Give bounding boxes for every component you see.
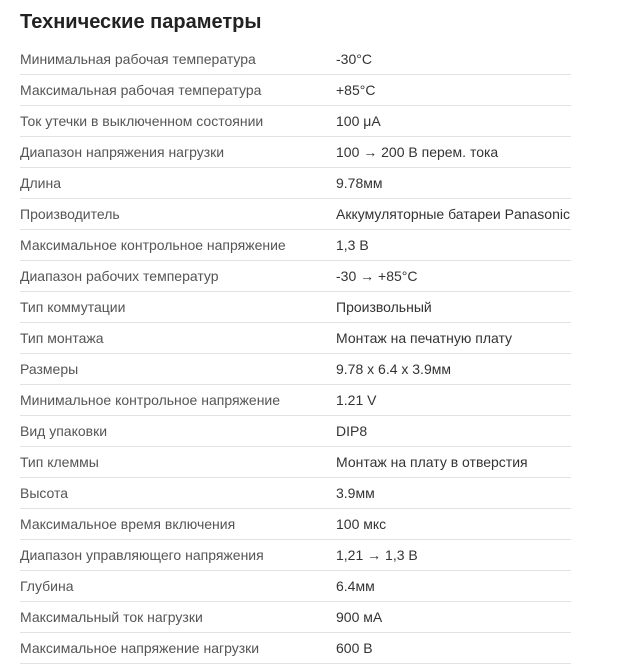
spec-value: DIP8 xyxy=(336,416,571,447)
spec-value: 9.78 x 6.4 x 3.9мм xyxy=(336,354,571,385)
spec-value: 9.78мм xyxy=(336,168,571,199)
spec-value: Аккумуляторные батареи Panasonic xyxy=(336,199,571,230)
spec-value: 1,21 → 1,3 В xyxy=(336,540,571,571)
spec-value: -30°C xyxy=(336,44,571,75)
spec-value: +85°C xyxy=(336,75,571,106)
spec-row xyxy=(20,540,571,571)
spec-name: Минимальное контрольное напряжение xyxy=(20,385,336,416)
spec-row xyxy=(20,230,571,261)
spec-name: Максимальный ток нагрузки xyxy=(20,602,336,633)
spec-row xyxy=(20,633,571,664)
spec-name: Максимальное время включения xyxy=(20,509,336,540)
spec-row xyxy=(20,168,571,199)
spec-row xyxy=(20,106,571,137)
spec-row xyxy=(20,478,571,509)
spec-row xyxy=(20,44,571,75)
spec-name: Максимальное напряжение нагрузки xyxy=(20,633,336,664)
spec-row xyxy=(20,602,571,633)
spec-row xyxy=(20,199,571,230)
spec-value: 100 → 200 В перем. тока xyxy=(336,137,571,168)
spec-value: -30 → +85°C xyxy=(336,261,571,292)
spec-value: 1,3 В xyxy=(336,230,571,261)
spec-row xyxy=(20,323,571,354)
spec-name: Высота xyxy=(20,478,336,509)
spec-name: Производитель xyxy=(20,199,336,230)
spec-name: Максимальное контрольное напряжение xyxy=(20,230,336,261)
spec-value: Произвольный xyxy=(336,292,571,323)
spec-row xyxy=(20,509,571,540)
spec-name: Тип клеммы xyxy=(20,447,336,478)
spec-row xyxy=(20,385,571,416)
spec-row xyxy=(20,447,571,478)
spec-value: 600 В xyxy=(336,633,571,664)
spec-name: Длина xyxy=(20,168,336,199)
spec-value: Монтаж на плату в отверстия xyxy=(336,447,571,478)
spec-row xyxy=(20,416,571,447)
spec-row xyxy=(20,571,571,602)
spec-name: Диапазон напряжения нагрузки xyxy=(20,137,336,168)
spec-row xyxy=(20,261,571,292)
spec-table-body xyxy=(20,44,571,664)
spec-value: 1.21 V xyxy=(336,385,571,416)
spec-row xyxy=(20,354,571,385)
spec-value: 3.9мм xyxy=(336,478,571,509)
spec-name: Минимальная рабочая температура xyxy=(20,44,336,75)
spec-row xyxy=(20,137,571,168)
spec-name: Размеры xyxy=(20,354,336,385)
spec-value: 100 μA xyxy=(336,106,571,137)
spec-name: Тип коммутации xyxy=(20,292,336,323)
spec-name: Диапазон рабочих температур xyxy=(20,261,336,292)
spec-value: 6.4мм xyxy=(336,571,571,602)
spec-name: Глубина xyxy=(20,571,336,602)
spec-name: Максимальная рабочая температура xyxy=(20,75,336,106)
spec-table xyxy=(20,44,571,664)
spec-name: Вид упаковки xyxy=(20,416,336,447)
spec-value: Монтаж на печатную плату xyxy=(336,323,571,354)
spec-name: Тип монтажа xyxy=(20,323,336,354)
spec-row xyxy=(20,292,571,323)
page-title: Технические параметры xyxy=(20,11,262,33)
spec-row xyxy=(20,75,571,106)
spec-name: Ток утечки в выключенном состоянии xyxy=(20,106,336,137)
spec-value: 100 мкс xyxy=(336,509,571,540)
spec-value: 900 мА xyxy=(336,602,571,633)
spec-name: Диапазон управляющего напряжения xyxy=(20,540,336,571)
